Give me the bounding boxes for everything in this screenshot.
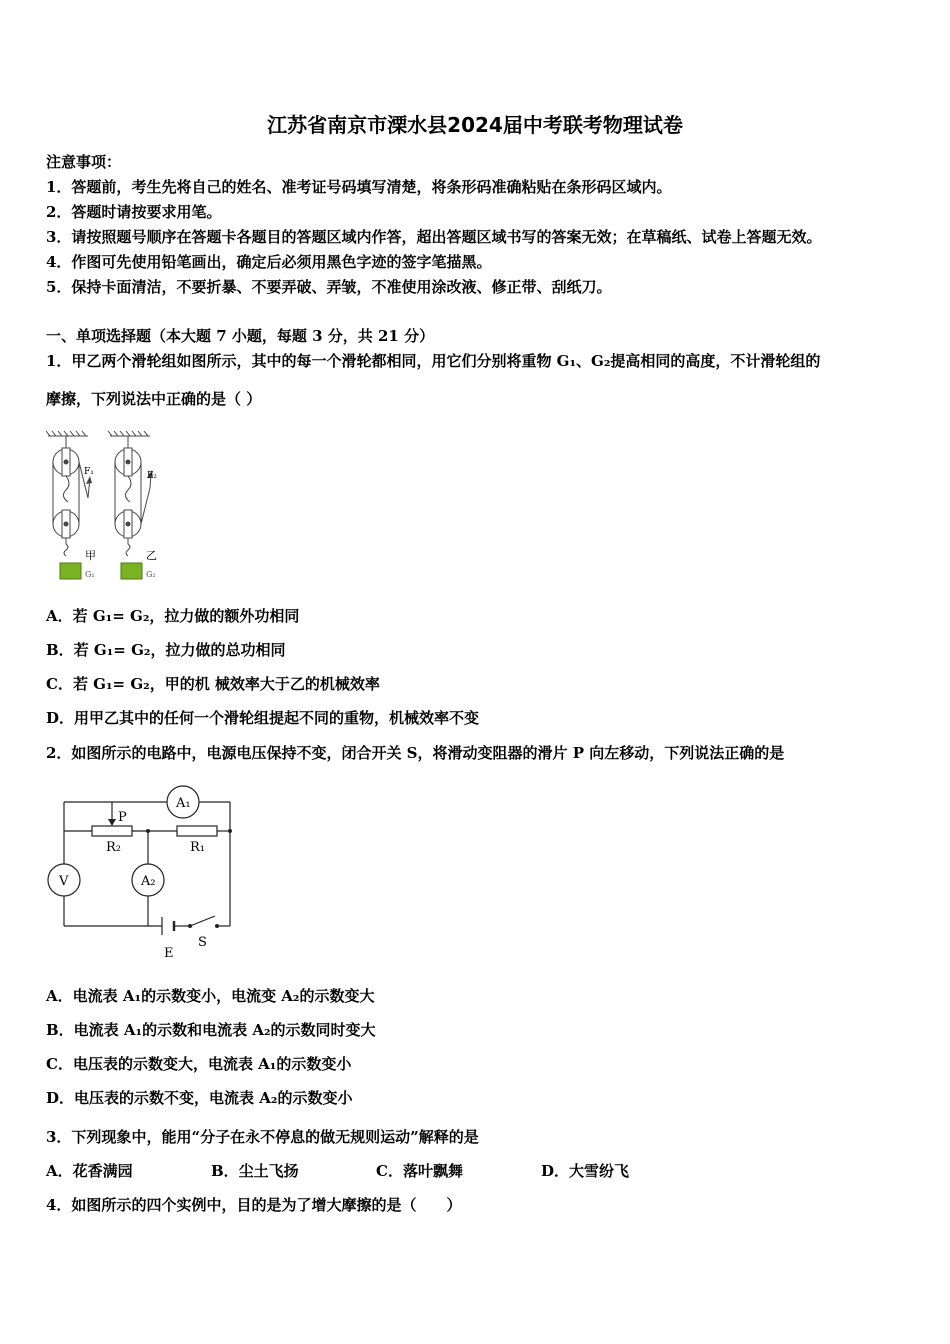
weight-g1 <box>60 563 81 579</box>
notice-item: 2．答题时请按要求用笔。 <box>46 203 222 221</box>
page-title: 江苏省南京市溧水县2024届中考联考物理试卷 <box>267 113 683 137</box>
label-a1: A₁ <box>176 796 191 811</box>
section-heading: 一、单项选择题（本大题 7 小题，每题 3 分，共 21 分） <box>46 327 435 345</box>
circuit-diagram <box>40 785 250 965</box>
q2-stem: 2．如图所示的电路中，电源电压保持不变，闭合开关 S，将滑动变阻器的滑片 P 向左移动，下列说法正确的是 <box>46 744 785 762</box>
label-g2: G₂ <box>146 570 156 579</box>
q3-option-a: A．花香满园 <box>46 1162 133 1180</box>
q1-option-d: D．用甲乙其中的任何一个滑轮组提起不同的重物，机械效率不变 <box>46 709 480 727</box>
label-f2: F₂ <box>147 471 157 481</box>
q3-option-b: B．尘土飞扬 <box>211 1162 299 1180</box>
q1-option-c: C．若 G₁= G₂，甲的机 械效率大于乙的机械效率 <box>46 675 380 693</box>
label-f1: F₁ <box>84 467 94 477</box>
weight-g2 <box>121 563 142 579</box>
q2-option-d: D．电压表的示数不变，电流表 A₂的示数变小 <box>46 1089 353 1107</box>
q3-option-c: C．落叶飘舞 <box>376 1162 463 1180</box>
q4-stem: 4．如图所示的四个实例中，目的是为了增大摩擦的是（ ） <box>46 1196 462 1214</box>
q3-option-d: D．大雪纷飞 <box>541 1162 630 1180</box>
q1-option-a: A．若 G₁= G₂，拉力做的额外功相同 <box>46 607 300 625</box>
notice-item: 1．答题前，考生先将自己的姓名、准考证号码填写清楚，将条形码准确粘贴在条形码区域内。 <box>46 178 672 196</box>
label-v: V <box>59 874 69 889</box>
label-a2: A₂ <box>141 874 156 889</box>
q1-option-b: B．若 G₁= G₂，拉力做的总功相同 <box>46 641 286 659</box>
q3-stem: 3．下列现象中，能用“分子在永不停息的做无规则运动”解释的是 <box>46 1128 479 1146</box>
label-g1: G₁ <box>85 570 95 579</box>
notice-item: 5．保持卡面清洁，不要折暴、不要弄破、弄皱，不准使用涂改液、修正带、刮纸刀。 <box>46 278 612 296</box>
q1-stem-line2: 摩擦，下列说法中正确的是（ ） <box>46 390 262 408</box>
notice-item: 4．作图可先使用铅笔画出，确定后必须用黑色字迹的签字笔描黑。 <box>46 253 492 271</box>
notice-item: 3．请按照题号顺序在答题卡各题目的答题区域内作答，超出答题区域书写的答案无效；在草稿纸、试卷上答题无效。 <box>46 228 822 246</box>
label-p: P <box>118 810 127 825</box>
label-jia: 甲 <box>85 549 96 562</box>
label-r1: R₁ <box>190 840 205 855</box>
q2-option-a: A．电流表 A₁的示数变小，电流变 A₂的示数变大 <box>46 987 375 1005</box>
q2-option-b: B．电流表 A₁的示数和电流表 A₂的示数同时变大 <box>46 1021 376 1039</box>
q2-option-c: C．电压表的示数变大，电流表 A₁的示数变小 <box>46 1055 352 1073</box>
slider-arrow-icon <box>108 819 116 826</box>
arrow-icon <box>86 476 92 484</box>
pulley-figure <box>40 428 170 584</box>
label-r2: R₂ <box>106 840 121 855</box>
q1-stem-line1: 1．甲乙两个滑轮组如图所示，其中的每一个滑轮都相同，用它们分别将重物 G₁、G₂提高相同的高度，不计滑轮组的 <box>46 352 821 370</box>
label-s: S <box>198 935 207 950</box>
notice-heading: 注意事项： <box>46 153 122 171</box>
label-e: E <box>164 946 174 961</box>
label-yi: 乙 <box>146 549 157 562</box>
